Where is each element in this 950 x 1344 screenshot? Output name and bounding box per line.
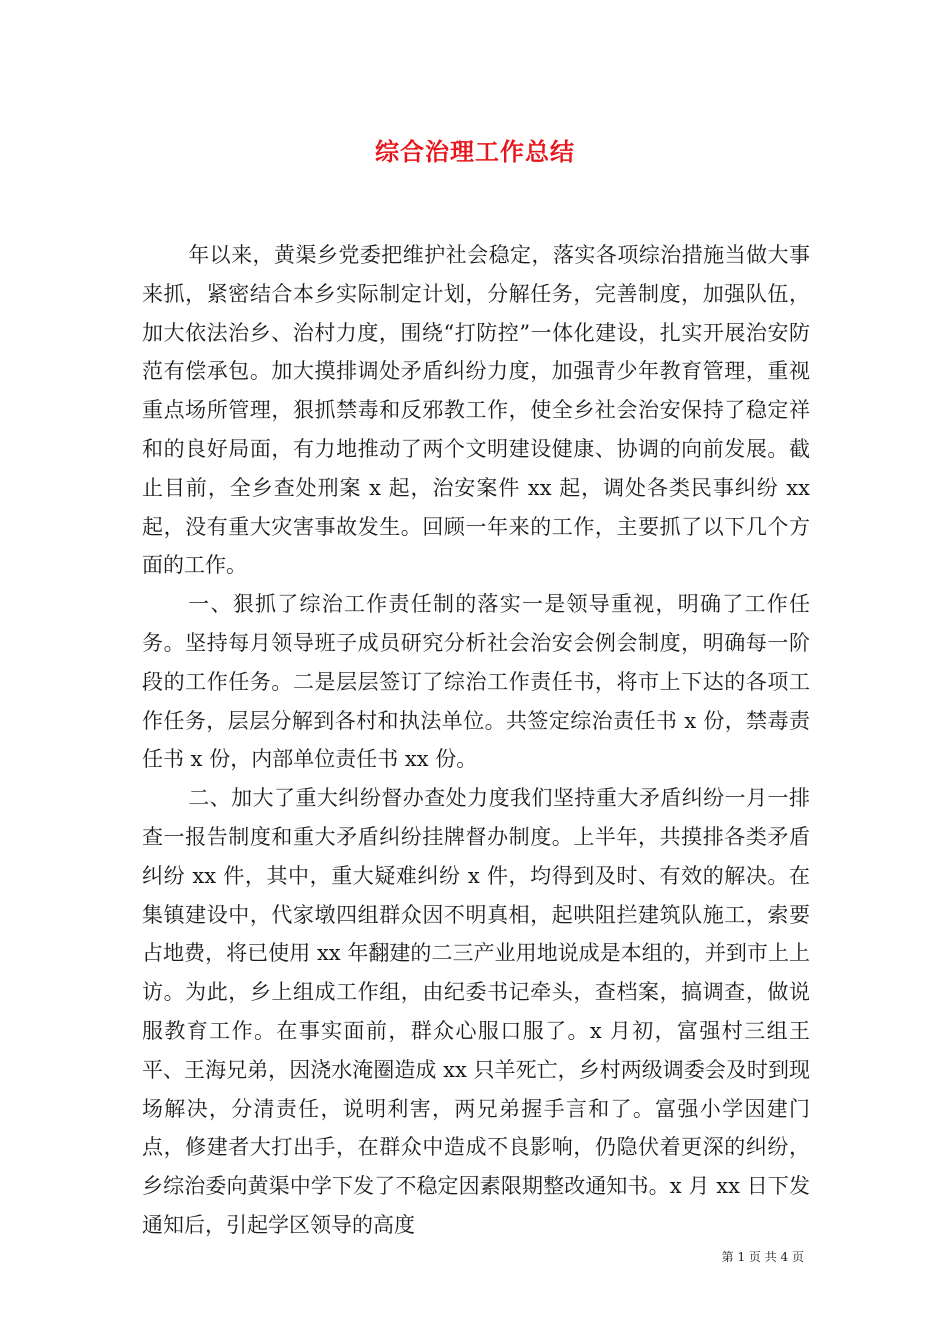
document-body	[142, 236, 810, 1245]
paragraph-intro: 年以来，黄渠乡党委把维护社会稳定，落实各项综治措施当做大事来抓，紧密结合本乡实际制定计划，分解任务，完善制度，加强队伍，加大依法治乡、治村力度，围绕“打防控”一体化建设，扎实开展治安防范有偿承包。加大摸排调处矛盾纠纷力度，加强青少年教育管理，重视重点场所管理，狠抓禁毒和反邪教工作，使全乡社会治安保持了稳定祥和的良好局面，有力地推动了两个文明建设健康、协调的向前发展。截止目前，全乡查处刑案 x 起，治安案件 xx 起，调处各类民事纠纷 xx 起，没有重大灾害事故发生。回顾一年来的工作，主要抓了以下几个方面的工作。	[142, 243, 810, 578]
page-number: 第 1 页 共 4 页	[721, 1250, 804, 1264]
paragraph-section-2: 二、加大了重大纠纷督办查处力度我们坚持重大矛盾纠纷一月一排查一报告制度和重大矛盾纠纷挂牌督办制度。上半年，共摸排各类矛盾纠纷 xx 件，其中，重大疑难纠纷 x 件，均得到及时、有效的解决。在集镇建设中，代家墩四组群众因不明真相，起哄阻拦建筑队施工，索要占地费，将已使用 xx 年翻建的二三产业用地说成是本组的，并到市上上访。为此，乡上组成工作组，由纪委书记牵头，查档案，搞调查，做说服教育工作。在事实面前，群众心服口服了。x 月初，富强村三组王平、王海兄弟，因浇水淹圈造成 xx 只羊死亡，乡村两级调委会及时到现场解决，分清责任，说明利害，两兄弟握手言和了。富强小学因建门点，修建者大打出手，在群众中造成不良影响，仍隐伏着更深的纠纷，乡综治委向黄渠中学下发了不稳定因素限期整改通知书。x 月 xx 日下发通知后，引起学区领导的高度	[142, 786, 810, 1237]
document-title: 综合治理工作总结	[375, 137, 575, 166]
paragraph-section-1: 一、狠抓了综治工作责任制的落实一是领导重视，明确了工作任务。坚持每月领导班子成员研究分析社会治安会例会制度，明确每一阶段的工作任务。二是层层签订了综治工作责任书，将市上下达的各项工作任务，层层分解到各村和执法单位。共签定综治责任书 x 份，禁毒责任书 x 份，内部单位责任书 xx 份。	[142, 592, 810, 772]
